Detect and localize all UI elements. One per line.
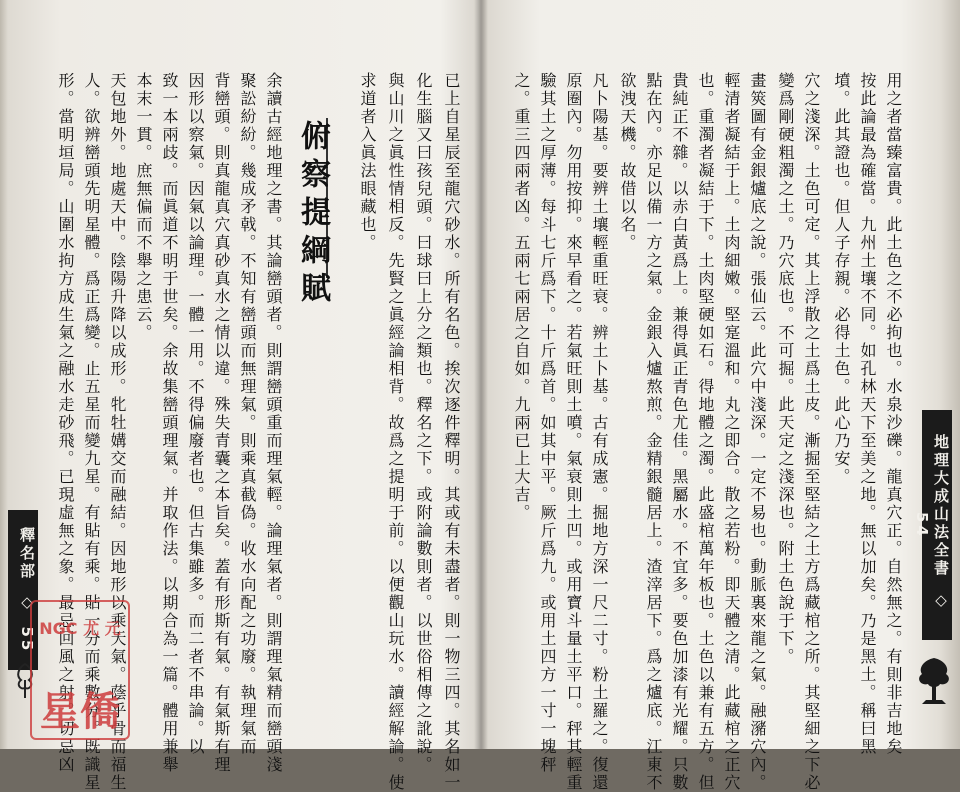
left-column-9: 致一本兩歧。而眞道不明于世矣。余故集巒頭理氣。并取作法。以期合為一篇。體用兼舉 — [160, 72, 179, 774]
right-section-tab — [913, 410, 952, 640]
right-column-7: 輕清者凝結于上。土肉細嫩。堅寔溫和。丸之即合。散之若粉。即天體之清。此藏棺之正穴 — [722, 72, 741, 792]
left-column-8: 因形以察氣。因氣以論理。一體一用。不得偏廢者也。但古集雖多。而二者不串論。以 — [186, 72, 205, 756]
left-column-3: 與山川之眞性情相反。先賢之眞經論相背。故爲之提明于前。以便觀山玩水。讀經解論。使 — [386, 72, 405, 792]
right-column-2: 按此論最為確當。九州土壤不同。如孔林天下至美之地。無以加矣。乃是黑土。稱曰黑 — [858, 72, 877, 756]
right-column-10: 點在內。亦足以備一方之氣。金銀入爐熬煎。金精銀髓居上。渣滓居下。爲之爐底。江東不 — [644, 72, 663, 792]
diamond-icon: ◇ — [18, 593, 36, 615]
right-column-14: 驗其土之厚薄。每斗七斤爲下。十斤爲首。如其中平。厥斤爲九。或用土四方一寸一塊秤 — [538, 72, 557, 774]
left-column-11: 天包地外。地處天中。陰陽升降以成形。牝牡媾交而融結。因地形以乘天氣。蔭乎骨而福生 — [108, 72, 127, 792]
right-column-1: 用之者當臻富貴。此土色之不必拘也。水泉沙礫。龍真穴正。自然無之。有則非吉地矣 — [884, 72, 903, 756]
watermark-stamp — [30, 600, 130, 740]
diamond-icon: ◇ — [932, 590, 950, 612]
left-page-number: 55 — [18, 626, 36, 654]
left-column-4: 求道者入眞法眼藏也。 — [358, 72, 377, 252]
right-column-15: 之。重三四兩者凶。五兩七兩居之自如。九兩已上大吉。 — [512, 72, 531, 522]
left-column-13: 形。當明垣局。山圍水拘方成生氣之融水走砂飛。已現虛無之象。最忌回風之射。切忌凶 — [56, 72, 75, 774]
right-column-5: 變爲剛硬粗濁之土。乃穴底也。不可掘。此天定之淺深也。附土色說于下。 — [776, 72, 795, 666]
watermark-large-text: 星僑 — [40, 689, 120, 735]
right-column-3: 墳。此其證也。但人子存親。必得土色。此心乃安。 — [832, 72, 851, 486]
right-column-9: 貴純正不雜。以赤白黃爲上。兼得眞正青色尤佳。黑屬水。不宜多。要色加漆有光耀。只數 — [670, 72, 689, 792]
left-column-1: 已上自星辰至龍穴砂水。所有名色。挨次逐件釋明。其或有未盡者。則一物三四。其名如一 — [442, 72, 461, 792]
left-column-7: 背巒頭。則真龍真穴真砂真水之情以違。殊失青囊之本旨矣。蓋有形斯有氣。有氣斯有理 — [212, 72, 231, 774]
right-column-8: 也。重濁者凝結于下。土肉堅硬如石。得地體之濁。此盛棺萬年板也。土色以兼有五方。但 — [696, 72, 715, 792]
right-page — [484, 0, 960, 792]
left-column-12: 人。欲辨巒頭先明星體。爲正爲變。止五星而變九星。有貼有乘。貼一分而乘數分。既識星 — [82, 72, 101, 792]
section-heading: 俯察提綱賦 — [295, 120, 330, 310]
right-column-6: 畫筴圖有金銀爐底之說。張仙云。此穴中淺深。一定不易也。動脈裏來龍之氣。融瀦穴內。 — [748, 72, 767, 792]
left-column-10: 本末一貫。庶無偏而不舉之患云。 — [134, 72, 153, 342]
tree-icon — [912, 652, 956, 708]
left-tab-label: 釋名部 — [18, 526, 36, 581]
left-column-6: 聚訟紛紛。幾成矛戟。不知有巒頭而無理氣。則乘真截偽。收水向配之功廢。執理氣而 — [238, 72, 257, 756]
left-column-5: 余讀古經地理之書。其論巒頭者。則謂巒頭重而理氣輕。論理氣者。則謂理氣精而巒頭淺 — [264, 72, 283, 774]
right-column-4: 穴之淺深。土色可定。其上浮散之土爲土皮。漸掘至堅結之土方爲藏棺之所。其堅細之下必 — [802, 72, 821, 792]
right-column-12: 凡卜陽基。要辨土壤輕重旺衰。辨土卜基。古有成憲。掘地方深一尺二寸。粉土羅之。復還 — [590, 72, 609, 792]
right-column-11: 欲洩天機。故借以名。 — [618, 72, 637, 252]
watermark-small-text: NGC 尤 元 — [39, 619, 121, 638]
right-page-number: 54 — [913, 511, 931, 539]
left-column-2: 化生腦又曰孩兒頭。曰球曰上分之類也。釋名之下。或附論數則者。以世俗相傳之訛說。 — [414, 72, 433, 774]
right-tab-label: 地理大成山法全書 — [932, 434, 950, 579]
right-column-13: 原圈內。勿用按抑。來早看之。若氣旺則土噴。氣衰則土凹。或用寶斗量土平口。秤其輕重 — [564, 72, 583, 792]
